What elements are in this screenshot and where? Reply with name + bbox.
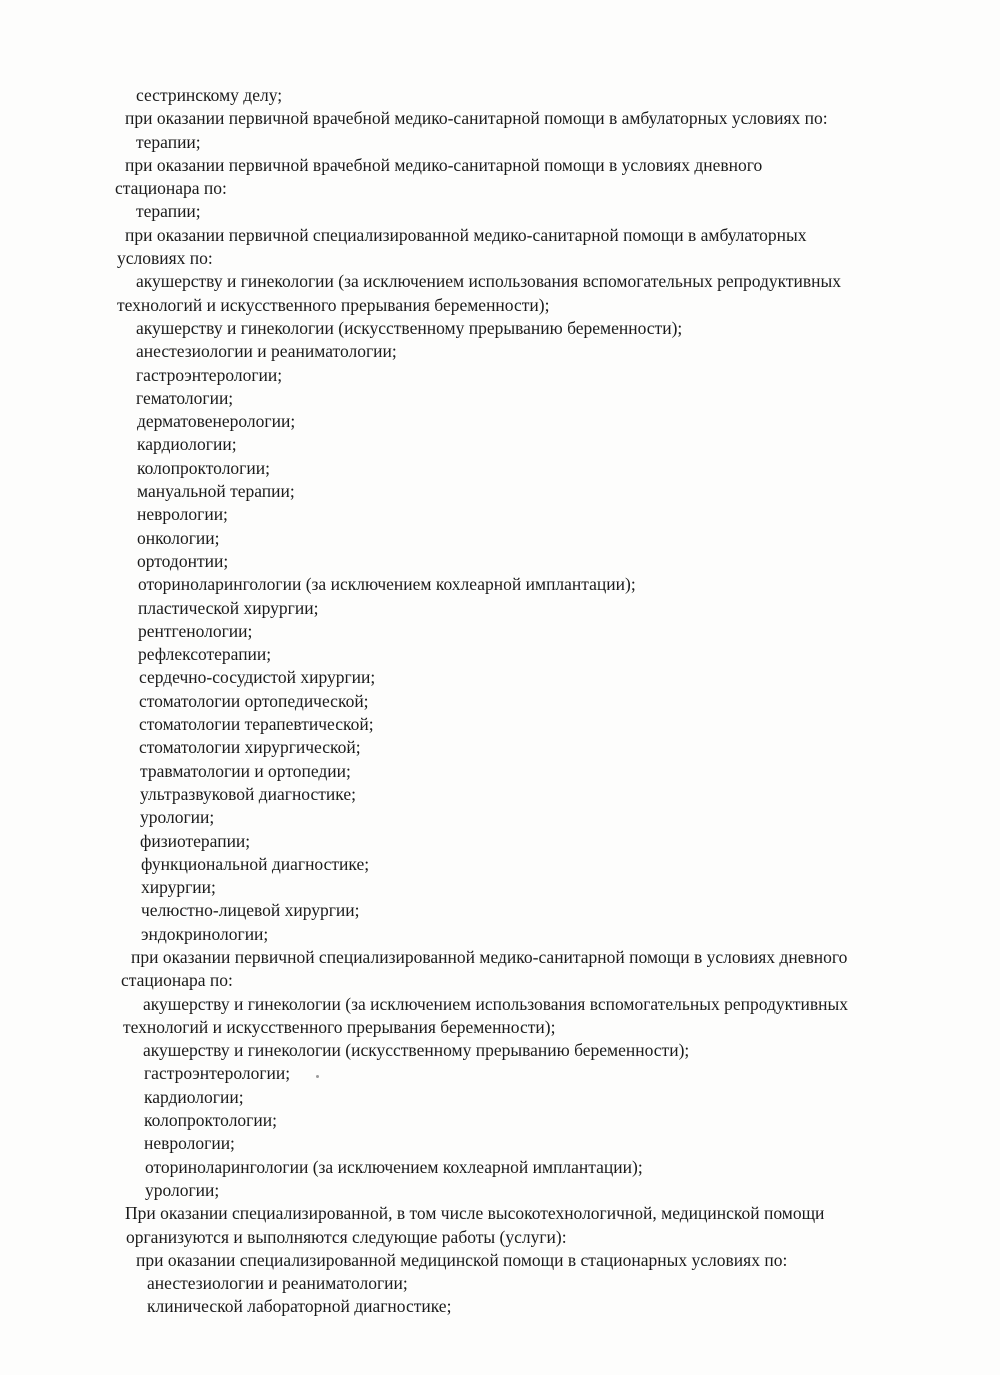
text-line: акушерству и гинекологии (искусственному прерыванию беременности); [136,317,683,338]
text-line: сердечно-сосудистой хирургии; [139,667,376,688]
text-line: акушерству и гинекологии (искусственному прерыванию беременности); [143,1040,690,1061]
text-line: технологий и искусственного прерывания беременности); [117,294,550,315]
text-line: оториноларингологии (за исключением кохлеарной имплантации); [145,1156,643,1177]
text-line: функциональной диагностике; [141,853,370,874]
text-line: акушерству и гинекологии (за исключением использования вспомогательных репродуктивных [143,993,849,1014]
text-line: акушерству и гинекологии (за исключением использования вспомогательных репродуктивных [136,271,842,292]
scan-speck [316,1075,319,1078]
text-line: при оказании первичной врачебной медико-санитарной помощи в амбулаторных условиях по: [125,108,828,129]
text-line: физиотерапии; [140,830,251,851]
text-line: стоматологии хирургической; [139,737,361,758]
text-line: пластической хирургии; [138,597,319,618]
text-line: технологий и искусственного прерывания беременности); [123,1016,556,1037]
text-line: стоматологии терапевтической; [139,714,374,735]
text-line: кардиологии; [137,434,237,455]
text-line: рентгенологии; [138,620,253,641]
text-line: челюстно-лицевой хирургии; [141,900,360,921]
text-line: при оказании первичной специализированной медико-санитарной помощи в амбулаторных [125,224,807,245]
text-line: анестезиологии и реаниматологии; [147,1273,408,1294]
text-line: неврологии; [137,504,228,525]
text-line: при оказании специализированной медицинской помощи в стационарных условиях по: [136,1249,788,1270]
text-line: стационара по: [115,178,227,199]
text-line: ультразвуковой диагностике; [140,783,356,804]
text-line: гастроэнтерологии; [136,364,283,385]
text-line: рефлексотерапии; [138,644,272,665]
text-line: травматологии и ортопедии; [140,760,351,781]
text-line: терапии; [136,131,201,152]
text-line: анестезиологии и реаниматологии; [136,341,397,362]
document-text [0,84,1000,1319]
text-line: при оказании первичной врачебной медико-санитарной помощи в условиях дневного [125,154,763,175]
text-line: эндокринологии; [141,923,269,944]
text-line: условиях по: [117,248,213,269]
text-line: сестринскому делу; [136,85,283,105]
text-line: стационара по: [121,970,233,991]
text-line: урологии; [140,807,215,828]
text-line: гастроэнтерологии; [144,1063,291,1084]
text-line: дерматовенерологии; [137,411,296,432]
text-line: клинической лабораторной диагностике; [147,1296,452,1317]
text-line: онкологии; [137,527,220,548]
text-line: При оказании специализированной, в том числе высокотехнологичной, медицинской помощи [125,1203,825,1224]
text-line: при оказании первичной специализированной медико-санитарной помощи в условиях дневного [131,946,848,967]
text-line: колопроктологии; [144,1110,277,1131]
text-line: стоматологии ортопедической; [139,690,369,711]
text-line: неврологии; [144,1133,235,1154]
text-line: гематологии; [136,387,234,408]
text-line: урологии; [145,1179,220,1200]
text-line: терапии; [136,201,201,222]
text-line: кардиологии; [144,1086,244,1107]
text-line: оториноларингологии (за исключением кохлеарной имплантации); [138,574,636,595]
text-line: колопроктологии; [137,457,270,478]
text-line: организуются и выполняются следующие работы (услуги): [126,1226,567,1247]
text-line: ортодонтии; [137,550,229,571]
text-line: хирургии; [141,877,216,898]
text-line: мануальной терапии; [137,481,295,502]
